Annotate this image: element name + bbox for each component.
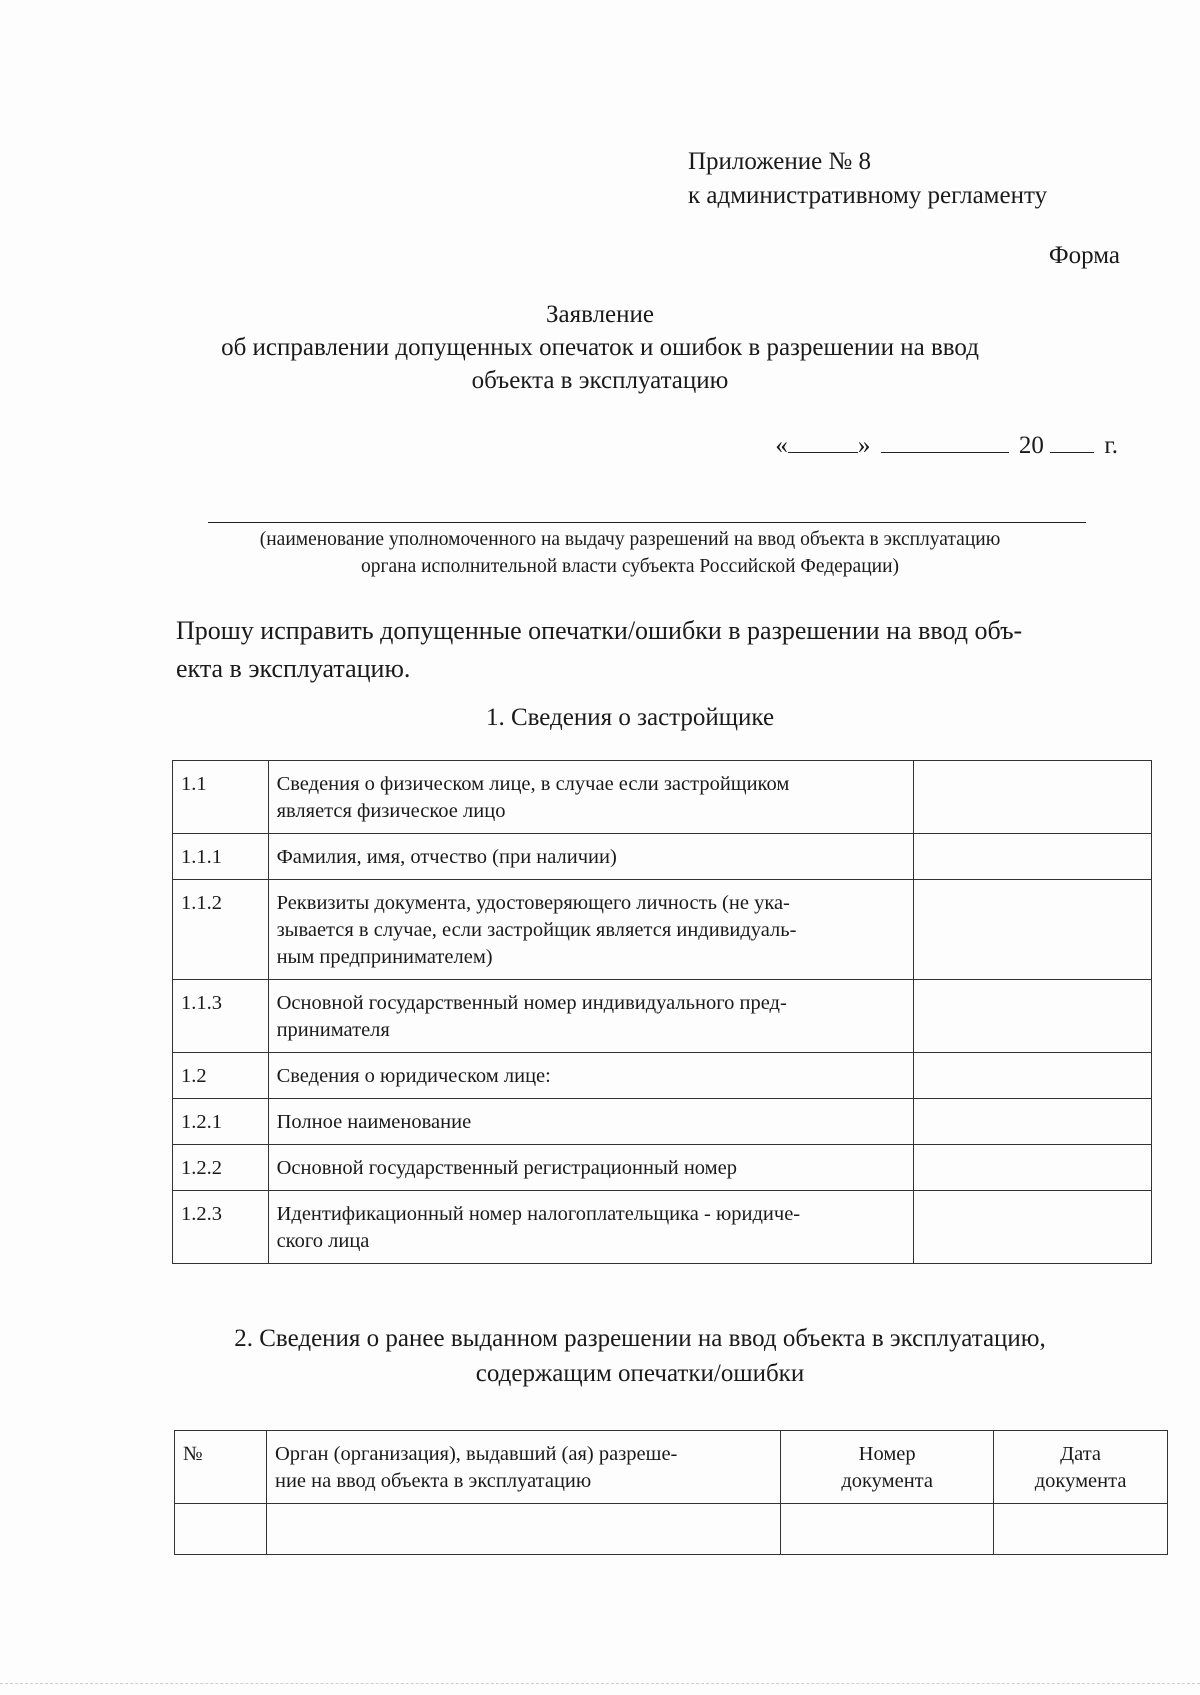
row-description-line: Основной государственный номер индивидуального пред- <box>276 992 787 1014</box>
developer-table-row <box>173 1191 1152 1264</box>
title-line-3: объекта в эксплуатацию <box>471 367 729 394</box>
row-number: 1.2.3 <box>173 1191 269 1264</box>
row-description-line: Сведения о физическом лице, в случае если застройщиком <box>276 773 790 795</box>
row-value-cell[interactable] <box>913 1145 1151 1191</box>
date-line <box>775 430 1118 460</box>
month-blank[interactable] <box>881 430 1009 453</box>
row-description-line: Идентификационный номер налогоплательщика - юридиче- <box>276 1203 801 1225</box>
developer-info-table-body <box>173 761 1152 1264</box>
row-description-line: Полное наименование <box>276 1111 472 1133</box>
developer-table-row <box>173 1099 1152 1145</box>
row-description <box>268 880 913 980</box>
row-description <box>268 761 913 834</box>
row-description-line: Сведения о юридическом лице: <box>276 1065 551 1087</box>
year-blank[interactable] <box>1050 430 1094 453</box>
authority-caption-line-1: (наименование уполномоченного на выдачу разрешений на ввод объекта в эксплуатацию <box>259 529 1001 550</box>
row-number: 1.1.2 <box>173 880 269 980</box>
row-description-line: Фамилия, имя, отчество (при наличии) <box>276 846 617 868</box>
document-title <box>150 298 1050 397</box>
developer-info-table <box>172 760 1152 1264</box>
row-value-cell[interactable] <box>913 761 1151 834</box>
permit-table-row <box>175 1504 1168 1555</box>
year-suffix: г. <box>1104 432 1118 459</box>
row-value-cell[interactable] <box>913 834 1151 880</box>
header-document-date <box>994 1431 1168 1504</box>
row-number: 1.2.2 <box>173 1145 269 1191</box>
header-organization-line-2: ние на ввод объекта в эксплуатацию <box>274 1470 592 1492</box>
row-value-cell[interactable] <box>913 1053 1151 1099</box>
authority-caption-line-2: органа исполнительной власти субъекта Российской Федерации) <box>361 556 899 577</box>
date-close-quote: » <box>857 432 871 459</box>
developer-table-row <box>173 1145 1152 1191</box>
form-label: Форма <box>1048 242 1120 269</box>
developer-table-row <box>173 980 1152 1053</box>
header-document-date-line-2: документа <box>1034 1470 1127 1492</box>
row-number: 1.1.3 <box>173 980 269 1053</box>
permit-document-date-cell[interactable] <box>994 1504 1168 1555</box>
permit-organization-cell[interactable] <box>266 1504 780 1555</box>
developer-table-row <box>173 1053 1152 1099</box>
date-open-quote: « <box>775 432 788 459</box>
authority-blank-line[interactable] <box>208 522 1086 523</box>
row-description <box>268 1099 913 1145</box>
row-description <box>268 1145 913 1191</box>
row-description-line: Основной государственный регистрационный номер <box>276 1157 737 1179</box>
row-number: 1.1.1 <box>173 834 269 880</box>
row-number: 1.1 <box>173 761 269 834</box>
row-value-cell[interactable] <box>913 880 1151 980</box>
appendix-line-2: к административному регламенту <box>688 182 1048 209</box>
appendix-header <box>688 145 1047 213</box>
header-document-date-line-1: Дата <box>1060 1443 1102 1465</box>
row-description <box>268 1053 913 1099</box>
row-value-cell[interactable] <box>913 1099 1151 1145</box>
request-line-1: Прошу исправить допущенные опечатки/ошибки в разрешении на ввод объ- <box>176 616 1023 645</box>
scan-edge-divider <box>0 1683 1200 1684</box>
row-description-line: Реквизиты документа, удостоверяющего личность (не ука- <box>276 892 790 914</box>
developer-table-row <box>173 761 1152 834</box>
authority-caption <box>150 526 1110 580</box>
developer-table-row <box>173 880 1152 980</box>
header-document-number <box>781 1431 994 1504</box>
section-2-title-line-1: 2. Сведения о ранее выданном разрешении на ввод объекта в эксплуатацию, <box>234 1325 1046 1352</box>
row-description-line: принимателя <box>276 1019 390 1041</box>
row-description-line: зывается в случае, если застройщик является индивидуаль- <box>276 919 797 941</box>
section-2-title <box>160 1321 1120 1391</box>
row-description-line: ского лица <box>276 1230 370 1252</box>
row-value-cell[interactable] <box>913 1191 1151 1264</box>
row-description-line: является физическое лицо <box>276 800 506 822</box>
permit-info-table <box>174 1430 1168 1555</box>
row-description-line: ным предпринимателем) <box>276 946 493 968</box>
permit-num-cell[interactable] <box>175 1504 267 1555</box>
developer-table-row <box>173 834 1152 880</box>
row-description <box>268 1191 913 1264</box>
section-1-title: 1. Сведения о застройщике <box>485 704 775 731</box>
appendix-line-1: Приложение № 8 <box>688 148 872 175</box>
row-description <box>268 980 913 1053</box>
header-document-number-line-2: документа <box>841 1470 933 1492</box>
header-document-number-line-1: Номер <box>858 1443 916 1465</box>
row-description <box>268 834 913 880</box>
title-line-1: Заявление <box>545 301 655 328</box>
section-2-title-line-2: содержащим опечатки/ошибки <box>475 1360 805 1387</box>
day-blank[interactable] <box>788 430 858 453</box>
row-number: 1.2.1 <box>173 1099 269 1145</box>
year-prefix: 20 <box>1018 432 1044 459</box>
request-paragraph <box>176 612 1106 688</box>
header-organization-line-1: Орган (организация), выдавший (ая) разреше- <box>274 1443 678 1465</box>
header-num: № <box>175 1431 267 1504</box>
row-number: 1.2 <box>173 1053 269 1099</box>
title-line-2: об исправлении допущенных опечаток и ошибок в разрешении на ввод <box>221 334 979 361</box>
request-line-2: екта в эксплуатацию. <box>176 654 411 683</box>
row-value-cell[interactable] <box>913 980 1151 1053</box>
header-organization <box>266 1431 780 1504</box>
permit-document-number-cell[interactable] <box>781 1504 994 1555</box>
permit-table-header-row <box>175 1431 1168 1504</box>
